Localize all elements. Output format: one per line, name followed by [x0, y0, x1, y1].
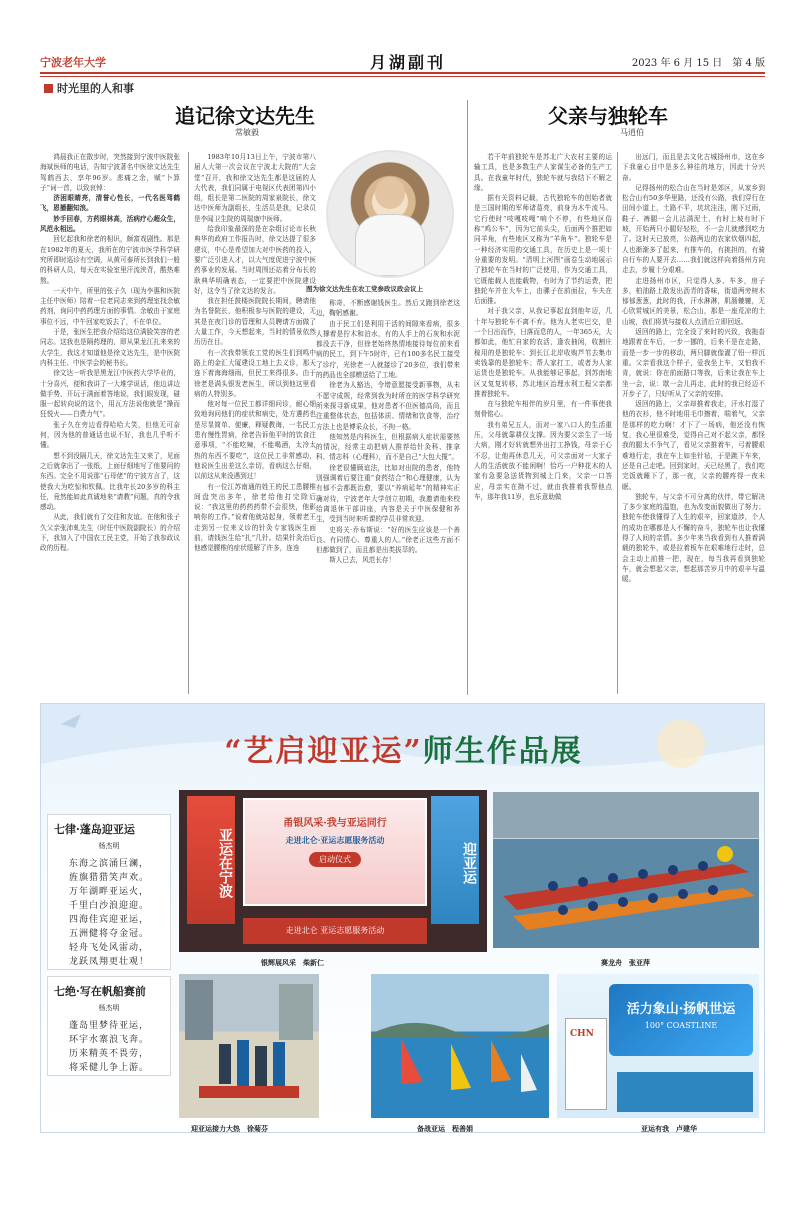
paragraph: 史将关·乔布斯说：“好的医生应该是一个善良、有同情心、尊重人的人。”徐老正这些方面不但都做到了，而且都是出类拔萃的。: [316, 525, 460, 555]
paragraph: 我在担任鼓楼医院院长期间，聘请他为名誉院长，他积极参与医院的建设，无其是在夜门诊的管理和人员聘请方面做了大量工作，今天想起来，当时的情景依然历历在目。: [194, 297, 316, 347]
sailing-photo: [371, 974, 549, 1118]
screen-line-3: 启动仪式: [309, 852, 361, 867]
poem-line: 万年湖畔亚运火，: [68, 887, 149, 897]
article1-column-2: [194, 152, 316, 694]
article2-title: 父亲与独轮车: [548, 104, 668, 128]
exhibition-banner: [40, 703, 765, 1133]
sea-shape: [617, 1072, 753, 1112]
grandstand-shape: [493, 792, 759, 838]
dragon-boat-scene: [493, 792, 759, 948]
masthead-left: 宁波老年大学: [40, 56, 106, 69]
relay-photo: [179, 974, 319, 1118]
poem-line: 轻舟飞处风雷动，: [68, 943, 149, 953]
drummer-shape: [717, 846, 733, 862]
building-shape: [185, 980, 213, 1040]
issue-date: 2023 年 6 月 15 日 第 4 版: [631, 58, 765, 69]
poem-author: 杨杰明: [98, 1004, 120, 1012]
paragraph: 鸿晨我正在散步时，突然接到宁波中医院张海斌医师的电话，告知宁波著名中医徐文达先生驾鹤西去，享年96岁。悲痛之余，赋“卜算子”词一首，以致哀悼：: [40, 153, 180, 192]
paragraph: 1983年10月13日上午，宁波市第八届人大第一次会议在宁波北大院的“大会堂”召开，我和徐文达先生都是这届的人大代表，我们同属于电视区代表团第四小组，组长是第二医院的周家泉院长，徐文达中医师为副组长，生活员是我，记录员是李闻卫生院的周瑞康中医师。: [194, 153, 316, 223]
paragraph: 一天中午，所里的张子久（现为李惠和医院主任中医师）陪着一位老同志来到药理室找余敏药剂，询问中药药理方面的事情。余敏由于家庭事位不远，中午回家吃饭去了，不在单位。: [40, 286, 180, 326]
paragraph: 回忆起我和徐老的相识，颇富戏剧性。那是在1982年的夏天，我所在的宁波市医学科学研究所即时巡诊有空调，从黄可泰所长到我们一般的科研人员，每天在实验室里汗流浃背，酷热难熬。: [40, 235, 180, 285]
poem-line: 四海佳宾迎亚运，: [68, 915, 149, 925]
billboard-subtitle: 100° COASTLINE: [644, 1021, 718, 1030]
poem-line: 妙手回春，方药眼林高，活病疗心超众生，风范永相远。: [40, 214, 180, 234]
sail-shape-2: [451, 1044, 471, 1090]
sail-shape-4: [521, 1054, 537, 1092]
building-shape-2: [279, 984, 313, 1040]
poem-box-1: [47, 814, 171, 970]
photo-caption: 图为徐文达先生在农工党参政议政会议上: [306, 285, 423, 293]
paragraph: 据有关资料记载，古代独轮车的创始者就是三国时期的军师诸葛亮，前身为木牛流马。它行使时“吱嘎吱嘎”响个不停，有些地区俗称“鸡公车”，因为它前头尖，后面两个推把如同羊角，有些地区又称为“羊角车”。独轮车是一种经济实用的交通工具，在历史上是一项十分重要的发明。“清明上河图”画卷生动地展示了独轮车在当时的广泛使用，作为交通工具，它既能载人也能载物，有时为了节约运费，把独轮车并在大车上，由骡子在前面拉，车夫在后面推。: [474, 194, 612, 306]
poem-line: 旌旗猎猎笑声欢。: [68, 873, 149, 883]
article1-column-3: [316, 298, 460, 694]
article1-author: 常敏毅: [235, 128, 259, 137]
portrait-photo: [326, 150, 454, 278]
sail-shape-3: [491, 1040, 511, 1082]
paragraph: 他对每一位民工都详细问诊，耐心细致地询问他们的症状和病史，处方遴药也是尽显简单、便廉，释疑教诲，一名民工患有慢性胃病，徐老告诉他平时的饮食注意事项，“不能吃辣，不能喝酒，太冷太热的东西不要吃”，这位民工非常感动，他说医生出差这么亲切，看病这么仔细，以前这从来没遇到过！: [194, 400, 316, 481]
screen-line-1: 甬银风采·我与亚运同行: [283, 818, 387, 829]
stage-bottom-banner: 走进北仑 亚运志愿服务活动: [243, 918, 427, 944]
paragraph: 徐老很懂顾谊法，比如对出院的患者，他特别强调着后要注重“食药结合”和心理健康，认为有郁不会都既治愈，要以“养病延年”的精神实正确对待，宁波老年大学创立初期，我邀请他来校给离退休干部讲座，内容是关于中医保健和养生，受到当时来听课的学员非常欢迎。: [316, 463, 460, 524]
paragraph: 出远门，而且是去文化古城扬州市，这在乡下我童心目中是多么神往的地方，因此十分兴奋。: [622, 153, 765, 182]
paragraph: 若干年前独轮车是苏北广大农村主要的运输工具，也是多数生产人家谋生必备的生产工具。在我童年时代，独轮车就与我结下不解之缘。: [474, 153, 612, 192]
portrait-head: [375, 177, 405, 209]
poem-line: 历来精英不畏劳，: [68, 1049, 149, 1059]
photo-label-5: 亚运有我 卢建华: [641, 1124, 697, 1133]
photo-label-3: 迎亚运接力大热 徐菊芬: [191, 1124, 268, 1133]
paragraph: 我有弟兄五人，而对一家八口人的生活重压，父母就靠耕仅支撑。因为要父亲生了一场大病，刚才好转就想外出打工挣钱，母亲于心不忍，让他再休息几天，可父亲面对一大家子人的生活就放不能闲啊！恰巧一户种花木的人家有急要急送货物到城上门来，父亲一口答应，母亲实在拗不过，就由我推着我帮他点车，那年我11岁，也乐意助做: [474, 420, 612, 501]
article1-title: 追记徐文达先生: [175, 104, 315, 128]
ship-shape: [565, 1018, 607, 1110]
article2-column-1: [474, 152, 612, 694]
article2-column-2: [622, 152, 765, 694]
paragraph: 走进扬州市区，只觉得人多、车多，房子多，柏油路上散发出沥青的香味，街道两旁树木郁郁葱葱，此时的我，汗水淋淋，肌肠辘辘，无心欣赏城区的美景，松合山，那是一座荒凉的土山坡，我们将货与接收人点清后立即回返。: [622, 276, 765, 326]
column-divider: [188, 152, 189, 694]
banner-strip: [199, 1086, 299, 1098]
billboard: [609, 984, 753, 1056]
screen-line-2: 走进北仑·亚运志愿服务活动: [285, 835, 385, 845]
poem-title: 七律·蓬岛迎亚运: [54, 823, 135, 836]
stage-screen: [243, 798, 427, 906]
poem-line: 济困眼睛亮，清誉心性长，一代名医驾鹤飞，恩播翻知浪。: [40, 194, 180, 213]
photo-label-1: 银辉展风采 柴新仁: [261, 958, 324, 967]
paragraph: 斯人已去，风范长存！: [329, 556, 396, 565]
section-title: 时光里的人和事: [44, 80, 134, 96]
poem-author: 杨杰明: [98, 842, 120, 850]
poem-line: 蓬岛里梦待亚运，: [68, 1021, 149, 1031]
paragraph: 从此，我们就有了交往和友谊。在他和张子久父亲张沛虬先生（时任中医院副院长）的介绍下，我加入了中国农工民主党，开始了我参政议政的历程。: [40, 513, 180, 553]
paragraph: 返回的路上，完全没了来时的兴致，我拖沓地跟着在车后，一步一挪的，后来不是在走路，而是一步一步的移动，两只脚就像灌了铅一样沉重。父亲看我这个样子，爱我坐上车，又怕我不肯，就说：你在前面路口等我，后来让我在车上坐一会，说：歇一会儿再走，此时的我已经迈不开步子了，只好听从了父亲的安排。: [622, 328, 765, 398]
poem-line: 将采健儿争上游。: [68, 1063, 149, 1073]
paragraph: 称奇，不断感谢钱医生。然后又跑到徐老这边，鞠躬感谢。: [316, 299, 460, 318]
paragraph: 返回的路上，父亲却推着我走，汗水打湿了他的衣衫，他不时地用毛巾擦着，喘着气，父亲是那样的吃力啊！才下了一场病，他还没有恢复，我心里很难受，觉得自己对不起父亲，都怪我的腿太不争气了，看见父亲推着车，弓着腰艰难地行走，我在车上如坐针毡，于是跳下车来，还是自己走吧。回到家时，天已经黑了，我们吃完饭就睡下了，那一夜，父亲的腰疼得一夜未眠。: [622, 400, 765, 491]
paragraph: 张子久在旁边看得哈哈大笑，但他无可奈何，因为他的普通话也说不好，我也几乎听不懂。: [40, 420, 180, 450]
paragraph: 徐老为人豁达，令增意愿接受新事物，从未不愿守成规，经常到我为时所在的医学科学研究所来探寻新成果，他对患者不但医德高尚，而且注重整体状态，包括体质、情绪和饮食等，治疗方法上也是博采众长，不拘一格。: [316, 381, 460, 431]
billboard-title: 活力象山·扬帆世运: [626, 1002, 736, 1017]
right-standee: 迎亚运: [431, 796, 479, 924]
stage-ceremony-photo: [179, 790, 487, 952]
paragraph: 由于民工们是利用干活的间隙来看病，很多人撑着是拧木和泊水，有的人手上的石灰和水泥都没去干净，但徐老始终热情地接待每位前来看病的民工，到下午5时许，已有100多名民工接受了诊疗，光徐老一人就接诊了20多位，我们带来的药品也全部赠送给了工地。: [316, 319, 460, 380]
dragon-boat-photo: [493, 792, 759, 948]
article-divider: [467, 100, 468, 695]
paragraph: 有一位江苏南通的姓王的民工患腰椎间盘突出多年，徐老给他打完除后说：“我这里的药药药带不会很快，他影响你的工作。”说着他就站起身，领着老王走到另一位来义诊的针灸专家钱医生面前，请钱医生给“扎”几针。结果针灸治后他感觉腰椎的症状缓解了许多，连连: [194, 482, 316, 553]
poem-line: 环宇水寨浪飞奔。: [68, 1035, 149, 1045]
paragraph: 徐文达一听我是黑龙江中医药大学毕业的，十分喜兴，便和我讲了一大堆学说话，他边讲边做手势，开玩于满面着答地说，我们眼发现，碰服一起转向说的这个，用瓦方法说他就是“操而狂悦火——白费力气”。: [40, 369, 180, 419]
poem-line: 东海之滨涌巨澜，: [68, 859, 149, 869]
header-rule-thin: [40, 76, 765, 77]
left-standee: 亚运在宁波: [187, 796, 235, 924]
poem-box-2: [47, 976, 171, 1076]
paragraph: 独轮车，与父亲不可分离的伙伴，带它解决了多少家庭的温饱，也为改变面貌做出了努力；独轮车使我懂得了人生的艰辛，回家道涉，个人的成功在哪都是人不懈的奋斗，独轮车也让我懂得了人间的亲情。多少年来当我看到有人推着满载的独轮车，或是拉着板车在艰难地行走时，总会主动上前推一把，现在，每当我再看到独轮车，就会想起父亲，想起那苦岁月中的艰辛与温暖。: [622, 492, 765, 584]
sail-shape: [401, 1038, 423, 1084]
column-divider: [617, 152, 618, 694]
runners-group: [219, 1040, 285, 1086]
ship-label: CHN: [570, 1029, 594, 1039]
relay-scene: [179, 974, 319, 1118]
hills-shape: [371, 1023, 549, 1038]
header-rule: [40, 72, 765, 74]
photo-label-4: 备战亚运 程善娟: [417, 1124, 473, 1133]
paragraph: 记得扬州的松合山在当时是郊区，从家乡到松合山有50多华里路，还没有公路，我们穿行在田间小道上，土路不平，坑坑洼洼，刚下过雨，鞋子、裤腿一会儿沾满泥土，有时上坡有时下坡，开始两只小腿好轻松，不一会儿就感到吃力了。这时天已放亮，公路两边的农家炊烟四起，人也渐渐多了起来，有推车的，有挑担的，有骑自行车的人要开去……我们就这样向着扬州方向走去，步履十分艰难。: [622, 183, 765, 275]
portrait-figure: [355, 214, 424, 276]
section-marker-icon: [44, 84, 53, 93]
paragraph: 他知然是内科医生，但根据病人症状需要热的情况，经常主动把病人推荐给针灸科、推拿科、情志科（心理科），而不是自己“大包大揽”。: [316, 432, 460, 462]
poem-line: 龙跃凤翔更壮观！: [68, 957, 149, 967]
coastline-photo: [557, 974, 759, 1118]
paragraph: 有一次我带领农工党的医生们到鸣中路上的金汇大厦建设工地上去义诊，那天连下着海海细雨，但民工来得很多。由于徐老是满头银发老医生，所以到他这里看病的人特别多。: [194, 348, 316, 398]
poem-line: 五洲健将夺金冠。: [68, 929, 149, 939]
article2-author: 马逍伯: [620, 128, 644, 137]
sailing-scene: [371, 974, 549, 1118]
exhibition-title: “艺启迎亚运”师生作品展: [224, 734, 583, 769]
photo-label-2: 赛龙舟 张亚萍: [601, 958, 650, 967]
article1-column-1: [40, 152, 180, 694]
paragraph: 给我印象最深的是在杂组讨论市长秋典华的政府工作报告时，徐文达提了很多建议，中心是希望加大对中医药的投入，要广泛引进人才，以大气度促进宁波中医药事业的发展。当时周围还站着分布长的耿典华明确表态，一定要把中医院建设好，这令当了徐文达的发言。: [194, 225, 316, 295]
paragraph: 想不到没隔几天，徐文达先生又来了，见面之后就拿出了一张纸，上面仔细地写了他要问的东西。完全不用说那“石母佬”的宁波方言了，这使我大为吃惊和钦佩。比我年长20多岁的科主任，竟然能如此真诚地来“请教”问题，真的令我感动。: [40, 451, 180, 512]
poem-title: 七绝·写在帆船赛前: [54, 985, 146, 998]
paragraph: 于是，张医生把我介绍给这位满脸笑容的老同志。这我也是隔药理的，即从果龙江扎来来的大学生，我这才知道他是徐文达先生，是中医院内科主任、中医学会的秘书长。: [40, 328, 180, 367]
masthead-title: 月湖副刊: [370, 53, 447, 72]
paragraph: 对于我父亲，从我记事起直到他年迈，几十年与独轮车不离不弃。他为人老实巴交，是一个日出而作，日落而息的人，一年365天，大都如此，他忙自家的农活，逢农抽闲，收割庄稼用的是独轮车；到长江北岸收购芦苇去集市卖钱靠的是独轮车；帮人家打工，或者为人家运货也是独轮车。从我能够记事起，到苏南地区又复复转移，苏北地区治理水利工程父亲都推着独轮车。: [474, 307, 612, 398]
poem-line: 千里白沙浪迎迎。: [68, 901, 149, 911]
paragraph: 在与独轮车相伴的岁月里，有一件事使我刻骨铭心。: [474, 400, 612, 419]
